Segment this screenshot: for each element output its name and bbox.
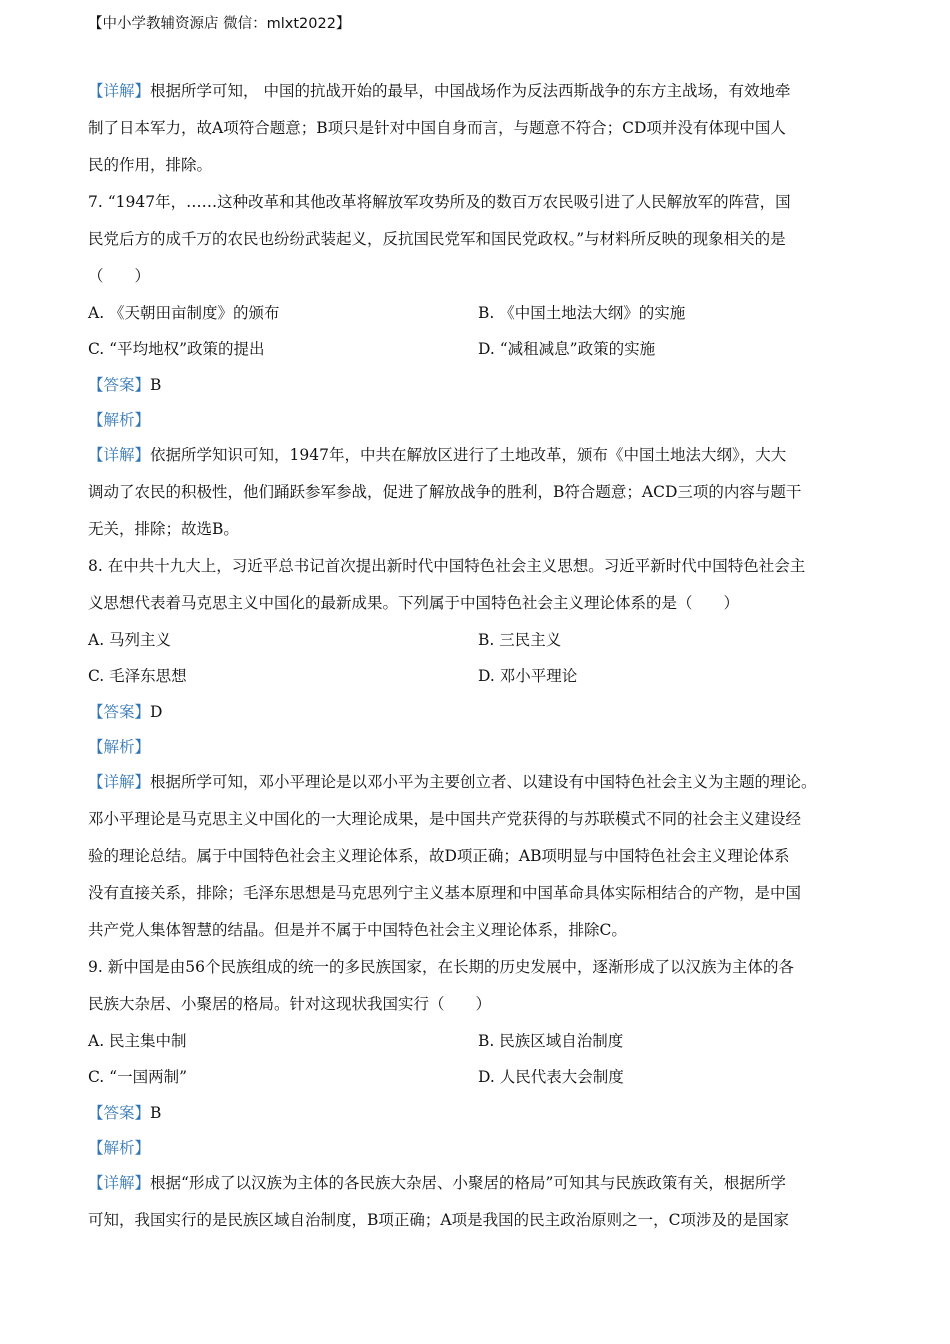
question-stem: 7. “1947年，……这种改革和其他改革将解放军攻势所及的数百万农民吸引进了人民解放军的阵营，国	[88, 193, 791, 211]
option-a: A. 民主集中制	[88, 1032, 187, 1050]
question-stem: （ ）	[88, 267, 151, 285]
option-c: C. 毛泽东思想	[88, 667, 187, 685]
detail-line: 邓小平理论是马克思主义中国化的一大理论成果，是中国共产党获得的与苏联模式不同的社会主义建设经	[88, 810, 802, 828]
question-stem: 民族大杂居、小聚居的格局。针对这现状我国实行（ ）	[88, 995, 492, 1013]
detail-label: 【详解】	[88, 82, 151, 100]
detail-line: 共产党人集体智慧的结晶。但是并不属于中国特色社会主义理论体系，排除C。	[88, 921, 627, 939]
option-c: C. “平均地权”政策的提出	[88, 340, 265, 358]
analysis-line	[88, 1133, 878, 1168]
answer-line	[88, 697, 878, 732]
option-b: B. 三民主义	[478, 631, 562, 649]
detail-text: 根据“形成了以汉族为主体的各民族大杂居、小聚居的格局”可知其与民族政策有关，根据所学	[150, 1174, 786, 1192]
answer-value: B	[150, 1104, 162, 1122]
question-stem: 8. 在中共十九大上，习近平总书记首次提出新时代中国特色社会主义思想。习近平新时代中国特色社会主	[88, 557, 806, 575]
option-d: D. 人民代表大会制度	[478, 1068, 624, 1086]
detail-line: 验的理论总结。属于中国特色社会主义理论体系，故D项正确；AB项明显与中国特色社会主义理论体系	[88, 847, 790, 865]
answer-label: 【答案】	[88, 703, 151, 721]
option-b: B. 《中国土地法大纲》的实施	[478, 304, 686, 322]
detail-label: 【详解】	[88, 1174, 151, 1192]
answer-line	[88, 370, 878, 405]
detail-line	[88, 440, 878, 477]
detail-line: 民的作用，排除。	[88, 156, 213, 174]
answer-line	[88, 1098, 878, 1133]
analysis-line	[88, 405, 878, 440]
document-body	[88, 76, 878, 1242]
analysis-line	[88, 732, 878, 767]
analysis-label: 【解析】	[88, 411, 151, 429]
analysis-label: 【解析】	[88, 738, 151, 756]
detail-line	[88, 767, 878, 804]
options-row	[88, 1062, 878, 1098]
detail-line: 没有直接关系，排除；毛泽东思想是马克思列宁主义基本原理和中国革命具体实际相结合的产物，是中国	[88, 884, 802, 902]
option-a: A. 《天朝田亩制度》的颁布	[88, 304, 280, 322]
detail-label: 【详解】	[88, 773, 151, 791]
answer-label: 【答案】	[88, 376, 151, 394]
options-row	[88, 661, 878, 697]
option-a: A. 马列主义	[88, 631, 172, 649]
page-header: 【中小学教辅资源店 微信：mlxt2022】	[88, 16, 351, 32]
detail-text: 根据所学可知， 中国的抗战开始的最早，中国战场作为反法西斯战争的东方主战场，有效地牵	[150, 82, 791, 100]
option-c: C. “一国两制”	[88, 1068, 188, 1086]
options-row	[88, 625, 878, 661]
detail-label: 【详解】	[88, 446, 151, 464]
question-stem: 民党后方的成千万的农民也纷纷武装起义，反抗国民党军和国民党政权。”与材料所反映的现象相关的是	[88, 230, 786, 248]
detail-text: 依据所学知识可知，1947年，中共在解放区进行了土地改革，颁布《中国土地法大纲》，大大	[150, 446, 787, 464]
detail-line: 调动了农民的积极性，他们踊跃参军参战，促进了解放战争的胜利，B符合题意；ACD三项的内容与题干	[88, 483, 802, 501]
detail-line: 制了日本军力，故A项符合题意；B项只是针对中国自身而言，与题意不符合；CD项并没有体现中国人	[88, 119, 786, 137]
answer-label: 【答案】	[88, 1104, 151, 1122]
options-row	[88, 1026, 878, 1062]
options-row	[88, 298, 878, 334]
option-d: D. “减租减息”政策的实施	[478, 340, 656, 358]
option-b: B. 民族区域自治制度	[478, 1032, 624, 1050]
question-stem: 9. 新中国是由56个民族组成的统一的多民族国家，在长期的历史发展中，逐渐形成了以汉族为主体的各	[88, 958, 794, 976]
analysis-label: 【解析】	[88, 1139, 151, 1157]
question-stem: 义思想代表着马克思主义中国化的最新成果。下列属于中国特色社会主义理论体系的是（ ）	[88, 594, 740, 612]
detail-line: 无关，排除；故选B。	[88, 520, 239, 538]
options-row	[88, 334, 878, 370]
detail-line	[88, 76, 878, 113]
answer-value: B	[150, 376, 162, 394]
option-d: D. 邓小平理论	[478, 667, 578, 685]
answer-value: D	[150, 703, 163, 721]
detail-line: 可知，我国实行的是民族区域自治制度，B项正确；A项是我国的民主政治原则之一，C项涉及的是国家	[88, 1211, 789, 1229]
detail-text: 根据所学可知，邓小平理论是以邓小平为主要创立者、以建设有中国特色社会主义为主题的理论。	[150, 773, 817, 791]
detail-line	[88, 1168, 878, 1205]
